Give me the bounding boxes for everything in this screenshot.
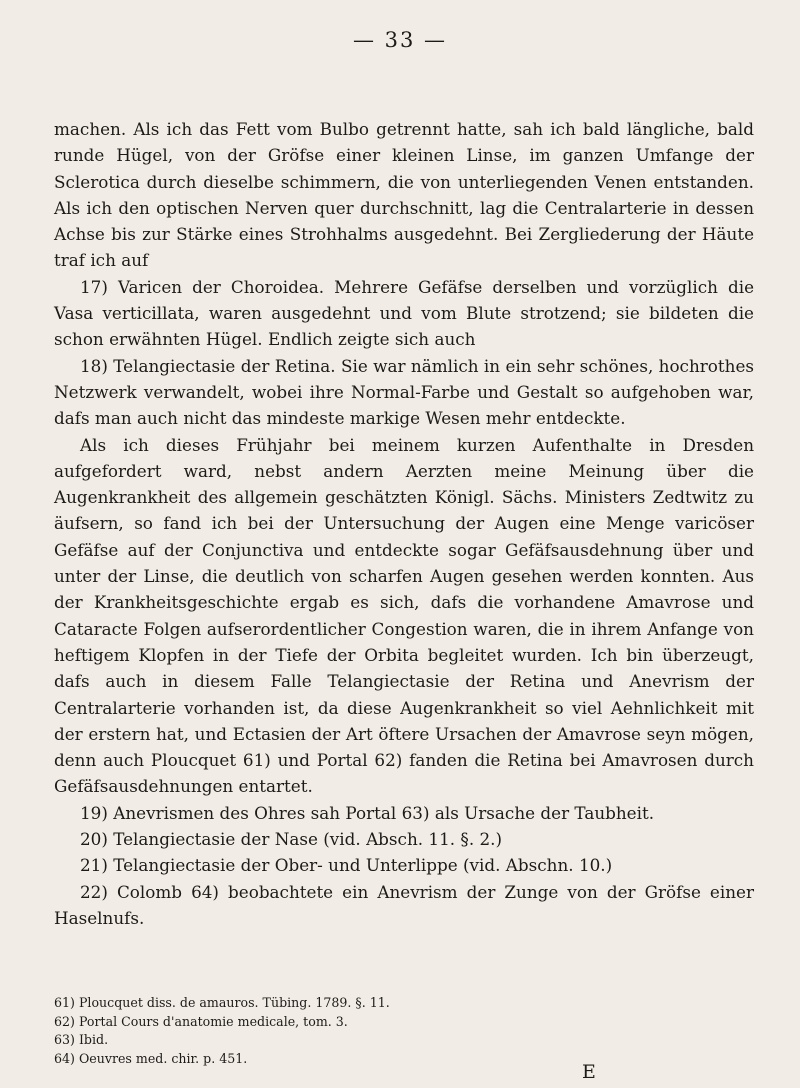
paragraph-continuation: machen. Als ich das Fett vom Bulbo getrennt hatte, sah ich bald längliche, bald runde Hügel, von der Gröfse einer kleinen Linse, im ganzen Umfange der Sclerotica durch dieselbe schimmern, die von unterliegenden Venen entstanden. Als ich den optischen Nerven quer durchschnitt, lag die Centralarterie in dessen Achse bis zur Stärke eines Strohhalms ausgedehnt. Bei Zergliederung der Häute traf ich auf [54,119,754,271]
footnotes [54,994,754,1068]
signature-mark: E [582,1061,596,1083]
footnote-61: 61) Ploucquet diss. de amauros. Tübing. 1789. §. 11. [54,995,390,1010]
paragraph-item-22: 22) Colomb 64) beobachtete ein Anevrism der Zunge von der Gröfse einer Haselnufs. [54,881,754,928]
paragraph-item-20: 20) Telangiectasie der Nase (vid. Absch. 11. §. 2.) [80,829,503,850]
paragraph-item-18: 18) Telangiectasie der Retina. Sie war nämlich in ein sehr schönes, hochrothes Netzwerk verwandelt, wobei ihre Normal-Farbe und Gestalt so aufgehoben war, dafs man auch nicht das mindeste markige Wesen mehr entdeckte. [54,355,754,429]
paragraph-item-19: 19) Anevrismen des Ohres sah Portal 63) als Ursache der Taubheit. [80,802,655,823]
footnote-62: 62) Portal Cours d'anatomie medicale, tom. 3. [54,1013,348,1029]
paragraph-dresden-case: Als ich dieses Frühjahr bei meinem kurzen Aufenthalte in Dresden aufgefordert ward, nebst andern Aerzten meine Meinung über die Augenkrankheit des allgemein geschätzten Königl. Sächs. Ministers Zedtwitz zu äufsern, so fand ich bei der Untersuchung der Augen eine Menge varicöser Gefäfse auf der Conjunctiva und entdeckte sogar Gefäfsausdehnung über und unter der Linse, die deutlich von scharfen Augen gesehen werden konnten. Aus der Krankheitsgeschichte ergab es sich, dafs die vorhandene Amavrose und Cataracte Folgen aufserordentlicher Congestion waren, die in ihrem Anfange von heftigem Klopfen in der Tiefe der Orbita begleitet wurden. Ich bin überzeugt, dafs auch in diesem Falle Telangiectasie der Retina und Anevrism der Centralarterie vorhanden ist, da diese Augenkrankheit so viel Aehnlichkeit mit der erstern hat, und Ectasien der Art öftere Ursachen der Amavrose seyn mögen, denn auch Ploucquet 61) und Portal 62) fanden die Retina bei Amavrosen durch Gefäfsausdehnungen entartet. [54,434,754,797]
footnote-63: 63) Ibid. [54,1032,109,1048]
main-text [54,116,754,931]
page-number-header: — 33 — [352,28,448,52]
paragraph-item-17: 17) Varicen der Choroidea. Mehrere Gefäfse derselben und vorzüglich die Vasa verticillata, waren ausgedehnt und vom Blute strotzend; sie bildeten die schon erwähnten Hügel. Endlich zeigte sich auch [54,276,754,350]
footnote-64: 64) Oeuvres med. chir. p. 451. [54,1050,248,1066]
paragraph-item-21: 21) Telangiectasie der Ober- und Unterlippe (vid. Abschn. 10.) [80,855,613,876]
